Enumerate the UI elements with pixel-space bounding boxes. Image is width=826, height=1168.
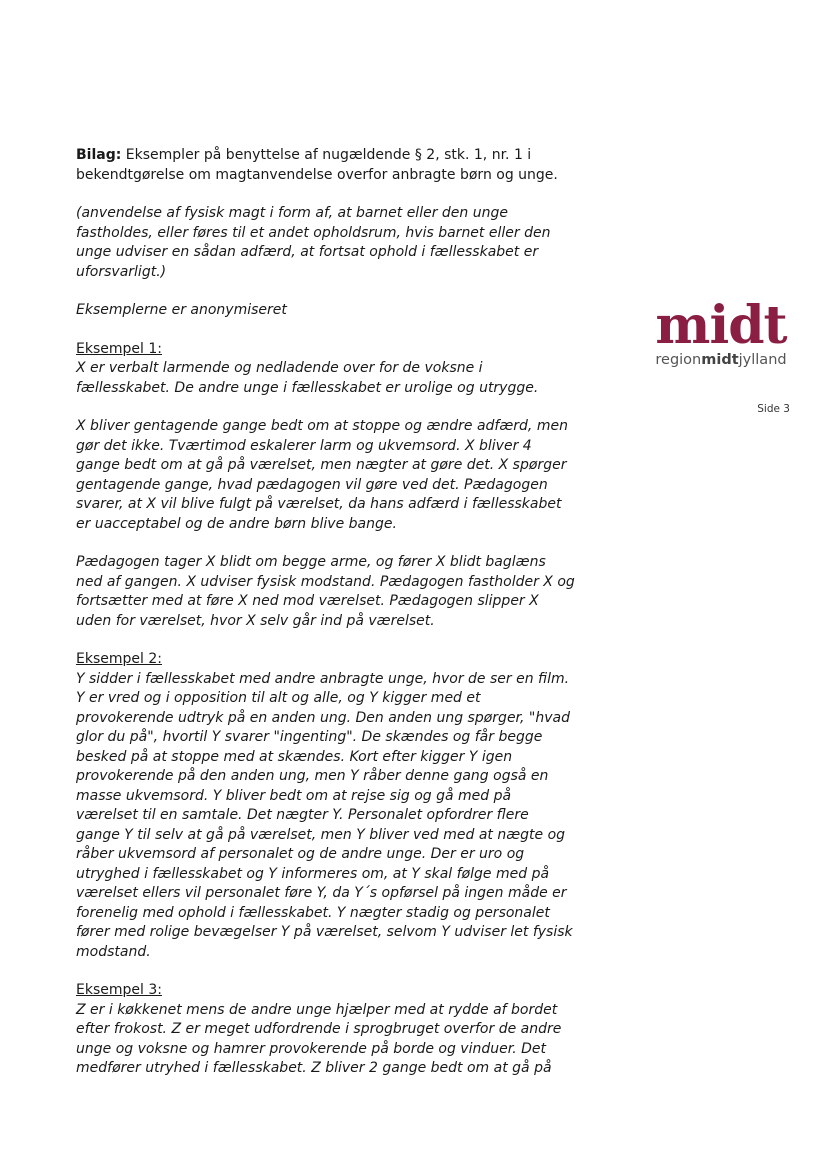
logo-wordmark: midt [655, 295, 787, 356]
document-body [76, 146, 576, 1098]
example-paragraph: Y sidder i fællesskabet med andre anbragte unge, hvor de ser en film. Y er vred og i opposition til alt og alle, og Y kigger med et provokerende udtryk på en anden ung. Den anden ung spørger, "hvad glor du på", hvortil Y svarer "ingenting". De skændes og får begge besked på at stoppe med at skændes. Kort efter kigger Y igen provokerende på den anden ung, men Y råber denne gang også en masse ukvemsord. Y bliver bedt om at rejse sig og gå med på værelset til en samtale. Det nægter Y. Personalet opfordrer flere gange Y til selv at gå på værelset, men Y bliver ved med at nægte og råber ukvemsord af personalet og de andre unge. Der er uro og utryghed i fællesskabet og Y informeres om, at Y skal følge med på værelset ellers vil personalet føre Y, da Y´s opførsel på ingen måde er forenelig med ophold i fællesskabet. Y nægter stadig og personalet fører med rolige bevægelser Y på værelset, selvom Y udviser let fysisk modstand. [76, 670, 573, 960]
intro-paragraph [76, 146, 576, 185]
example-paragraph: X bliver gentagende gange bedt om at stoppe og ændre adfærd, men gør det ikke. Tværtimod eskalerer larm og ukvemsord. X bliver 4 gange bedt om at gå på værelset, men nægter at gøre det. X spørger gentagende gange, hvad pædagogen vil gøre ved det. Pædagogen svarer, at X vil blive fulgt på værelset, da hans adfærd i fællesskabet er uacceptabel og de andre børn blive bange. [76, 418, 568, 532]
example-2 [76, 650, 576, 962]
logo-subtitle-region: region [655, 352, 702, 368]
example-heading: Eksempel 2: [76, 651, 162, 667]
page-number: Side 3 [757, 403, 790, 415]
note-paragraph: (anvendelse af fysisk magt i form af, at barnet eller den unge fastholdes, eller føres til et andet opholdsrum, hvis barnet eller den unge udviser en sådan adfærd, at fortsat ophold i fællesskabet er uforsvarligt.) [76, 205, 551, 280]
region-midtjylland-logo [648, 295, 794, 368]
logo-subtitle [648, 352, 794, 368]
anonymised-note: Eksemplerne er anonymiseret [76, 302, 287, 318]
example-paragraph: Pædagogen tager X blidt om begge arme, og fører X blidt baglæns ned af gangen. X udviser fysisk modstand. Pædagogen fastholder X og fortsætter med at føre X ned mod værelset. Pædagogen slipper X uden for værelset, hvor X selv går ind på værelset. [76, 554, 575, 629]
example-3 [76, 981, 576, 1079]
intro-text: Eksempler på benyttelse af nugældende § 2, stk. 1, nr. 1 i bekendtgørelse om magtanvendelse overfor anbragte børn og unge. [76, 147, 558, 183]
logo-subtitle-jylland: jylland [738, 352, 787, 368]
example-heading: Eksempel 3: [76, 982, 162, 998]
example-paragraph: Z er i køkkenet mens de andre unge hjælper med at rydde af bordet efter frokost. Z er meget udfordrende i sprogbruget overfor de andre unge og voksne og hamrer provokerende på borde og vinduer. Det medfører utryhed i fællesskabet. Z bliver 2 gange bedt om at gå på [76, 1001, 562, 1076]
example-1 [76, 340, 576, 632]
example-paragraph: X er verbalt larmende og nedladende over for de voksne i fællesskabet. De andre unge i fællesskabet er urolige og utrygge. [76, 360, 539, 396]
example-heading: Eksempel 1: [76, 340, 162, 357]
logo-subtitle-midt: midt [701, 352, 739, 368]
intro-label: Bilag: [76, 147, 122, 163]
